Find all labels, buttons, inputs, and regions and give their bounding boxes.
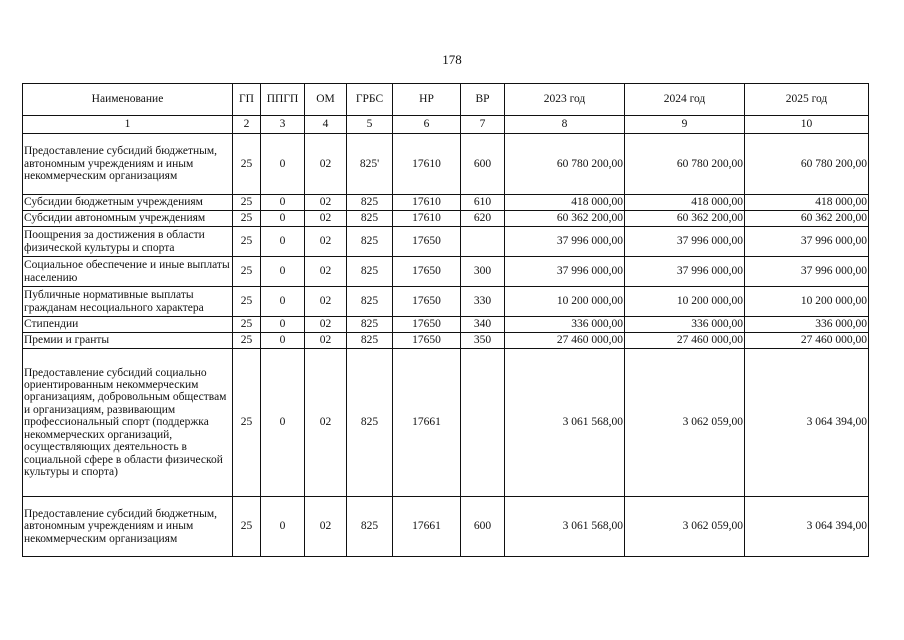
row-gp: 25: [233, 195, 261, 211]
row-nr: 17650: [393, 333, 461, 349]
table-row: [23, 257, 869, 287]
row-ppgp: 0: [261, 497, 305, 557]
header-2025: 2025 год: [745, 84, 869, 116]
row-nr: 17650: [393, 257, 461, 287]
row-nr: 17650: [393, 317, 461, 333]
table-row: [23, 134, 869, 195]
row-amount-2024: 27 460 000,00: [625, 333, 745, 349]
column-number: 1: [23, 116, 233, 134]
header-2023: 2023 год: [505, 84, 625, 116]
row-amount-2023: 37 996 000,00: [505, 227, 625, 257]
row-amount-2024: 3 062 059,00: [625, 497, 745, 557]
row-amount-2023: 336 000,00: [505, 317, 625, 333]
row-amount-2025: 10 200 000,00: [745, 287, 869, 317]
row-ppgp: 0: [261, 349, 305, 497]
row-om: 02: [305, 257, 347, 287]
header-row: [23, 84, 869, 116]
table-row: [23, 333, 869, 349]
row-grbs: 825: [347, 257, 393, 287]
column-number: 3: [261, 116, 305, 134]
header-name: Наименование: [23, 84, 233, 116]
column-number: 9: [625, 116, 745, 134]
row-amount-2025: 60 780 200,00: [745, 134, 869, 195]
row-name: Поощрения за достижения в области физической культуры и спорта: [23, 227, 233, 257]
column-number: 10: [745, 116, 869, 134]
header-gp: ГП: [233, 84, 261, 116]
row-gp: 25: [233, 134, 261, 195]
row-om: 02: [305, 349, 347, 497]
row-nr: 17650: [393, 287, 461, 317]
row-ppgp: 0: [261, 257, 305, 287]
row-gp: 25: [233, 497, 261, 557]
row-vr: 350: [461, 333, 505, 349]
row-ppgp: 0: [261, 287, 305, 317]
header-grbs: ГРБС: [347, 84, 393, 116]
row-om: 02: [305, 227, 347, 257]
row-amount-2024: 60 780 200,00: [625, 134, 745, 195]
row-grbs: 825: [347, 211, 393, 227]
row-om: 02: [305, 287, 347, 317]
table-row: [23, 317, 869, 333]
row-amount-2023: 37 996 000,00: [505, 257, 625, 287]
row-grbs: 825: [347, 287, 393, 317]
row-vr: [461, 349, 505, 497]
row-name: Публичные нормативные выплаты гражданам несоциального характера: [23, 287, 233, 317]
row-nr: 17610: [393, 134, 461, 195]
row-amount-2025: 418 000,00: [745, 195, 869, 211]
column-number-row: [23, 116, 869, 134]
row-amount-2024: 37 996 000,00: [625, 257, 745, 287]
column-number: 7: [461, 116, 505, 134]
row-amount-2023: 3 061 568,00: [505, 497, 625, 557]
row-amount-2025: 37 996 000,00: [745, 257, 869, 287]
table-row: [23, 211, 869, 227]
table-row: [23, 287, 869, 317]
table-row: [23, 497, 869, 557]
row-gp: 25: [233, 211, 261, 227]
row-amount-2025: 3 064 394,00: [745, 497, 869, 557]
row-amount-2023: 60 780 200,00: [505, 134, 625, 195]
row-amount-2025: 60 362 200,00: [745, 211, 869, 227]
row-vr: 300: [461, 257, 505, 287]
row-name: Субсидии автономным учреждениям: [23, 211, 233, 227]
row-grbs: 825: [347, 227, 393, 257]
row-amount-2025: 336 000,00: [745, 317, 869, 333]
row-amount-2024: 3 062 059,00: [625, 349, 745, 497]
header-2024: 2024 год: [625, 84, 745, 116]
row-gp: 25: [233, 317, 261, 333]
row-amount-2024: 37 996 000,00: [625, 227, 745, 257]
row-om: 02: [305, 134, 347, 195]
row-amount-2024: 336 000,00: [625, 317, 745, 333]
table-row: [23, 227, 869, 257]
row-om: 02: [305, 211, 347, 227]
row-ppgp: 0: [261, 317, 305, 333]
row-vr: 620: [461, 211, 505, 227]
row-ppgp: 0: [261, 134, 305, 195]
row-amount-2023: 10 200 000,00: [505, 287, 625, 317]
row-grbs: 825: [347, 497, 393, 557]
row-nr: 17610: [393, 195, 461, 211]
row-ppgp: 0: [261, 333, 305, 349]
row-grbs: 825: [347, 317, 393, 333]
row-amount-2025: 27 460 000,00: [745, 333, 869, 349]
row-nr: 17650: [393, 227, 461, 257]
row-name: Субсидии бюджетным учреждениям: [23, 195, 233, 211]
row-amount-2025: 37 996 000,00: [745, 227, 869, 257]
column-number: 6: [393, 116, 461, 134]
row-name: Предоставление субсидий бюджетным, автономным учреждениям и иным некоммерческим организациям: [23, 497, 233, 557]
column-number: 2: [233, 116, 261, 134]
row-name: Стипендии: [23, 317, 233, 333]
row-amount-2025: 3 064 394,00: [745, 349, 869, 497]
row-ppgp: 0: [261, 227, 305, 257]
table-row: [23, 349, 869, 497]
row-name: Социальное обеспечение и иные выплаты населению: [23, 257, 233, 287]
row-name: Предоставление субсидий бюджетным, автономным учреждениям и иным некоммерческим организациям: [23, 134, 233, 195]
table-row: [23, 195, 869, 211]
header-nr: НР: [393, 84, 461, 116]
row-amount-2024: 60 362 200,00: [625, 211, 745, 227]
row-ppgp: 0: [261, 211, 305, 227]
row-gp: 25: [233, 333, 261, 349]
row-om: 02: [305, 195, 347, 211]
row-gp: 25: [233, 257, 261, 287]
row-gp: 25: [233, 227, 261, 257]
row-gp: 25: [233, 349, 261, 497]
column-number: 8: [505, 116, 625, 134]
row-vr: 600: [461, 497, 505, 557]
column-number: 4: [305, 116, 347, 134]
row-om: 02: [305, 333, 347, 349]
page-number: 178: [442, 52, 462, 67]
row-amount-2024: 418 000,00: [625, 195, 745, 211]
row-name: Предоставление субсидий социально ориентированным некоммерческим организациям, добровольным обществам и организациям, развивающим профессиональный спорт (поддержка некоммерческих организаций, осуществляющих деятельность в социальной сфере в области физической культуры и спорта): [23, 349, 233, 497]
row-vr: 610: [461, 195, 505, 211]
row-grbs: 825: [347, 333, 393, 349]
header-om: ОМ: [305, 84, 347, 116]
row-om: 02: [305, 317, 347, 333]
row-nr: 17661: [393, 349, 461, 497]
row-amount-2023: 3 061 568,00: [505, 349, 625, 497]
row-amount-2023: 60 362 200,00: [505, 211, 625, 227]
row-gp: 25: [233, 287, 261, 317]
row-amount-2024: 10 200 000,00: [625, 287, 745, 317]
header-vr: ВР: [461, 84, 505, 116]
row-vr: [461, 227, 505, 257]
row-grbs: 825: [347, 349, 393, 497]
row-nr: 17610: [393, 211, 461, 227]
row-nr: 17661: [393, 497, 461, 557]
row-name: Премии и гранты: [23, 333, 233, 349]
row-grbs: 825': [347, 134, 393, 195]
row-om: 02: [305, 497, 347, 557]
row-vr: 330: [461, 287, 505, 317]
row-vr: 600: [461, 134, 505, 195]
header-ppgp: ППГП: [261, 84, 305, 116]
row-grbs: 825: [347, 195, 393, 211]
row-vr: 340: [461, 317, 505, 333]
row-amount-2023: 418 000,00: [505, 195, 625, 211]
budget-table: [22, 83, 869, 557]
row-ppgp: 0: [261, 195, 305, 211]
column-number: 5: [347, 116, 393, 134]
row-amount-2023: 27 460 000,00: [505, 333, 625, 349]
